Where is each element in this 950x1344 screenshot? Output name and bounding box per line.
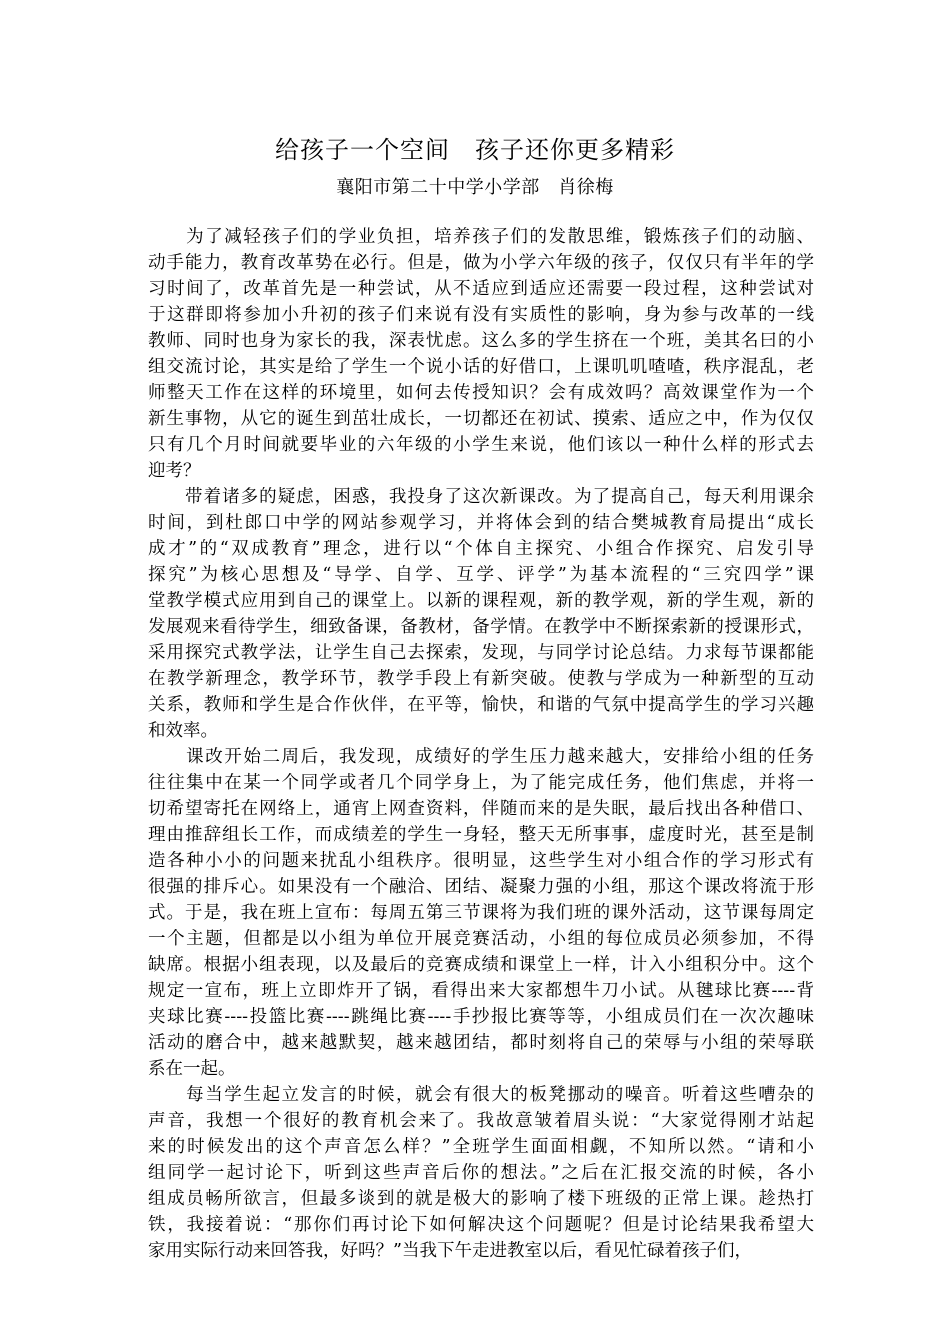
paragraph-line: 式。于是，我在班上宣布：每周五第三节课将为我们班的课外活动，这节课每周定 bbox=[148, 903, 814, 923]
paragraph-line: 铁，我接着说：“那你们再讨论下如何解决这个问题呢？但是讨论结果我希望大 bbox=[148, 1215, 814, 1235]
paragraph-line: 和效率。 bbox=[148, 721, 218, 741]
paragraph-line: 每当学生起立发言的时候，就会有很大的板凳挪动的噪音。听着这些嘈杂的 bbox=[148, 1085, 814, 1105]
paragraph-line: 在教学新理念，教学环节，教学手段上有新突破。使教与学成为一种新型的互动 bbox=[148, 669, 814, 689]
paragraph-line: 组同学一起讨论下，听到这些声音后你的想法。”之后在汇报交流的时候，各小 bbox=[148, 1163, 814, 1183]
paragraph-line: 带着诸多的疑虑，困惑，我投身了这次新课改。为了提高自己，每天利用课余 bbox=[148, 487, 814, 507]
paragraph bbox=[148, 224, 814, 484]
paragraph-line: 探究”为核心思想及“导学、自学、互学、评学”为基本流程的“三究四学”课 bbox=[148, 565, 814, 585]
paragraph-line: 师整天工作在这样的环境里，如何去传授知识？会有成效吗？高效课堂作为一个 bbox=[148, 383, 814, 403]
paragraph-line: 习时间了，改革首先是一种尝试，从不适应到适应还需要一段过程，这种尝试对 bbox=[148, 279, 814, 299]
paragraph-line: 为了减轻孩子们的学业负担，培养孩子们的发散思维，锻炼孩子们的动脑、 bbox=[148, 227, 814, 247]
paragraph-line: 一个主题，但都是以小组为单位开展竞赛活动，小组的每位成员必须参加，不得 bbox=[148, 929, 814, 949]
author-byline: 襄阳市第二十中学小学部 肖徐梅 bbox=[336, 177, 614, 198]
paragraph-line: 家用实际行动来回答我，好吗？”当我下午走进教室以后，看见忙碌着孩子们， bbox=[148, 1241, 752, 1261]
paragraph-line: 声音，我想一个很好的教育机会来了。我故意皱着眉头说：“大家觉得刚才站起 bbox=[148, 1111, 814, 1131]
paragraph-line: 活动的磨合中，越来越默契，越来越团结，都时刻将自己的荣辱与小组的荣辱联 bbox=[148, 1033, 814, 1053]
paragraph-line: 往往集中在某一个同学或者几个同学身上，为了能完成任务，他们焦虑，并将一 bbox=[148, 773, 814, 793]
paragraph-line: 来的时候发出的这个声音怎么样？”全班学生面面相觑，不知所以然。“请和小 bbox=[148, 1137, 814, 1157]
paragraph-line: 采用探究式教学法，让学生自己去探索，发现，与同学讨论总结。力求每节课都能 bbox=[148, 643, 814, 663]
paragraph-line: 时间，到杜郎口中学的网站参观学习，并将体会到的结合樊城教育局提出“成长 bbox=[148, 513, 814, 533]
paragraph-line: 夹球比赛----投篮比赛----跳绳比赛----手抄报比赛等等，小组成员们在一次次趣味 bbox=[148, 1007, 814, 1027]
paragraph-line: 组成员畅所欲言，但最多谈到的就是极大的影响了楼下班级的正常上课。趁热打 bbox=[148, 1189, 814, 1209]
paragraph-line: 发展观来看待学生，细致备课，备教材，备学情。在教学中不断探索新的授课形式， bbox=[148, 617, 814, 637]
paragraph-line: 动手能力，教育改革势在必行。但是，做为小学六年级的孩子，仅仅只有半年的学 bbox=[148, 253, 814, 273]
paragraph-line: 于这群即将参加小升初的孩子们来说有没有实质性的影响，身为参与改革的一线 bbox=[148, 305, 814, 325]
paragraph-line: 切希望寄托在网络上，通宵上网查资料，伴随而来的是失眠，最后找出各种借口、 bbox=[148, 799, 814, 819]
paragraph-line: 只有几个月时间就要毕业的六年级的小学生来说，他们该以一种什么样的形式去 bbox=[148, 435, 814, 455]
paragraph-line: 组交流讨论，其实是给了学生一个说小话的好借口，上课叽叽喳喳，秩序混乱，老 bbox=[148, 357, 814, 377]
paragraph-line: 很强的排斥心。如果没有一个融洽、团结、凝聚力强的小组，那这个课改将流于形 bbox=[148, 877, 814, 897]
paragraph-line: 课改开始二周后，我发现，成绩好的学生压力越来越大，安排给小组的任务 bbox=[148, 747, 814, 767]
paragraph bbox=[148, 484, 814, 744]
paragraph-line: 成才”的“双成教育”理念，进行以“个体自主探究、小组合作探究、启发引导 bbox=[148, 539, 814, 559]
paragraph-line: 规定一宣布，班上立即炸开了锅，看得出来大家都想牛刀小试。从毽球比赛----背 bbox=[148, 981, 814, 1001]
paragraph-line: 缺席。根据小组表现，以及最后的竞赛成绩和课堂上一样，计入小组积分中。这个 bbox=[148, 955, 814, 975]
paragraph bbox=[148, 744, 814, 1082]
paragraph-line: 堂教学模式应用到自己的课堂上。以新的课程观，新的教学观，新的学生观，新的 bbox=[148, 591, 814, 611]
paragraph-line: 造各种小小的问题来扰乱小组秩序。很明显，这些学生对小组合作的学习形式有 bbox=[148, 851, 814, 871]
document-body bbox=[148, 224, 814, 1264]
paragraph-line: 教师、同时也身为家长的我，深表忧虑。这么多的学生挤在一个班，美其名曰的小 bbox=[148, 331, 814, 351]
paragraph-line: 关系，教师和学生是合作伙伴，在平等，愉快，和谐的气氛中提高学生的学习兴趣 bbox=[148, 695, 814, 715]
paragraph-line: 迎考？ bbox=[148, 461, 201, 481]
paragraph-line: 系在一起。 bbox=[148, 1059, 236, 1079]
paragraph-line: 理由推辞组长工作，而成绩差的学生一身轻，整天无所事事，虚度时光，甚至是制 bbox=[148, 825, 814, 845]
document-title: 给孩子一个空间 孩子还你更多精彩 bbox=[275, 136, 675, 164]
paragraph bbox=[148, 1082, 814, 1264]
paragraph-line: 新生事物，从它的诞生到茁壮成长，一切都还在初试、摸索、适应之中，作为仅仅 bbox=[148, 409, 814, 429]
